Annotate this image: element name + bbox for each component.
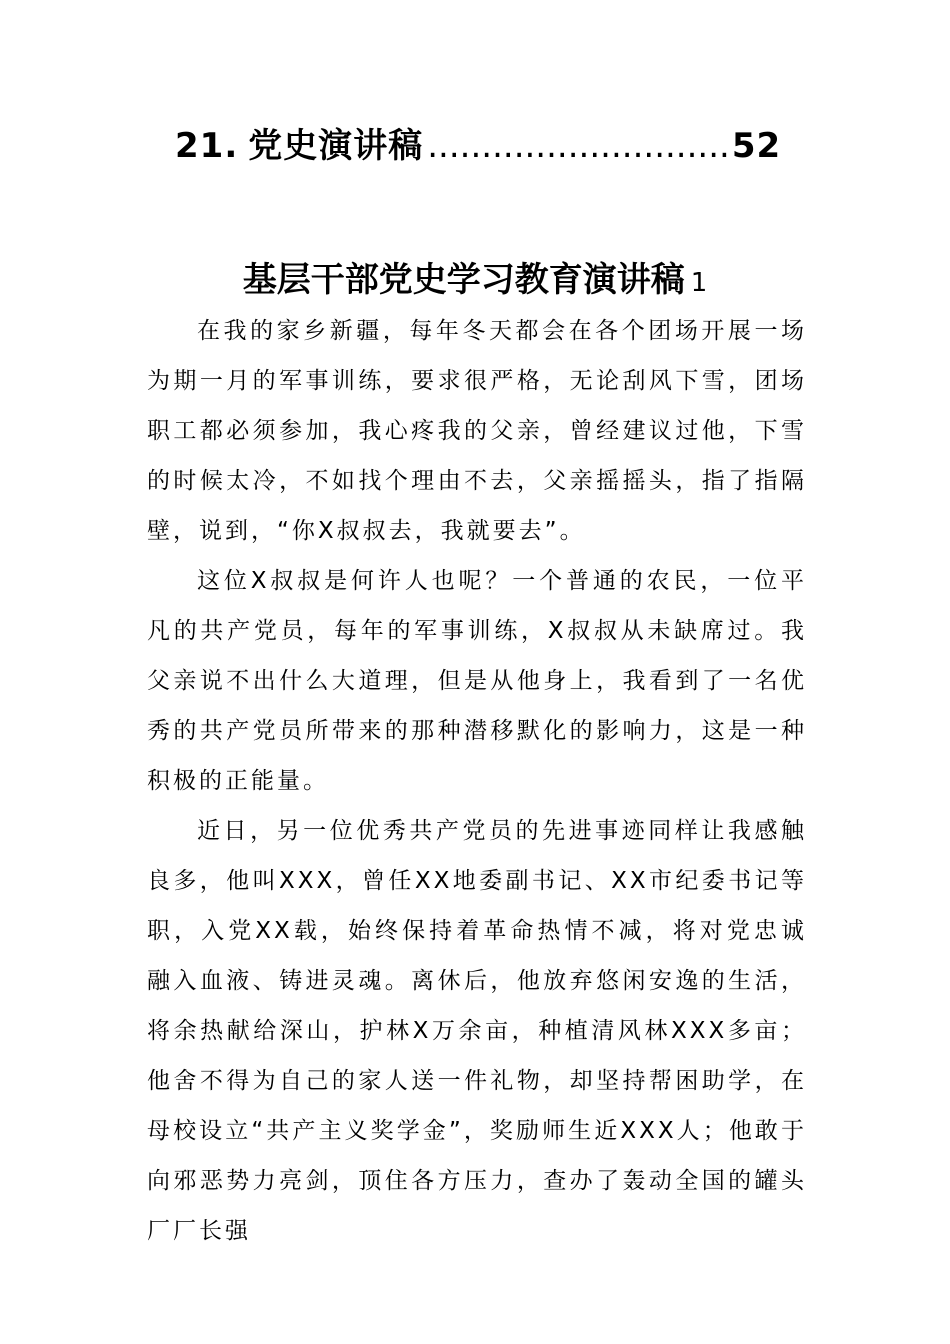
body-paragraph: 在我的家乡新疆，每年冬天都会在各个团场开展一场为期一月的军事训练，要求很严格，无论刮风下雪，团场职工都必须参加，我心疼我的父亲，曾经建议过他，下雪的时候太冷，不如找个理由不去，父亲摇摇头，指了指隔壁，说到，“你X叔叔去，我就要去”。 [147, 318, 807, 544]
body-paragraph: 近日，另一位优秀共产党员的先进事迹同样让我感触良多，他叫XXX，曾任XX地委副书记、XX市纪委书记等职，入党XX载，始终保持着革命热情不减，将对党忠诚融入血液、铸进灵魂。离休后，他放弃悠闲安逸的生活，将余热献给深山，护林X万余亩，种植清风林XXX多亩；他舍不得为自己的家人送一件礼物，却坚持帮困助学，在母校设立“共产主义奖学金”，奖励师生近XXX人；他敢于向邪恶势力亮剑，顶住各方压力，查办了轰动全国的罐头厂厂长强 [147, 818, 807, 1244]
document-title-number: 1 [690, 268, 708, 298]
body-paragraph: 这位X叔叔是何许人也呢？一个普通的农民，一位平凡的共产党员，每年的军事训练，X叔叔从未缺席过。我父亲说不出什么大道理，但是从他身上，我看到了一名优秀的共产党员所带来的那种潜移默化的影响力，这是一种积极的正能量。 [147, 568, 807, 794]
document-body [147, 306, 807, 1256]
toc-page-number: 52 [731, 126, 782, 166]
document-title-text: 基层干部党史学习教育演讲稿 [242, 260, 685, 300]
toc-number: 21. [175, 126, 239, 166]
toc-entry [175, 118, 815, 178]
document-title [0, 252, 950, 301]
toc-leader-dots: ............................ [427, 126, 730, 166]
toc-title: 党史演讲稿 [248, 126, 424, 166]
